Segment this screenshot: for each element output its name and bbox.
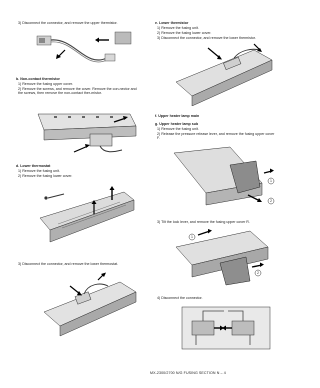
callout-number: 2 bbox=[257, 271, 259, 276]
step-e1: 1) Remove the fusing unit. bbox=[157, 26, 199, 30]
callout-number: 1 bbox=[191, 235, 193, 240]
figure-fusing-upper-cover-r bbox=[170, 227, 278, 289]
figure-non-contact-thermistor bbox=[34, 104, 139, 159]
step-g1: 1) Remove the fusing unit. bbox=[157, 127, 199, 131]
step-e3: 3) Disconnect the connector, and remove the lower thermistor. bbox=[157, 36, 256, 40]
step-g3: 3) Tilt the lock lever, and remove the fusing upper cover R. bbox=[157, 220, 250, 224]
step-g4: 4) Disconnect the connector. bbox=[157, 296, 203, 300]
step-d1: 1) Remove the fusing unit. bbox=[18, 169, 60, 173]
step-d3: 3) Disconnect the connector, and remove the lower thermostat. bbox=[18, 262, 119, 266]
section-upper-heater-lamp-sub: g. Upper heater lamp sub bbox=[155, 122, 199, 126]
step-disconnect-upper-thermistor: 3) Disconnect the connector, and remove the upper thermistor. bbox=[18, 21, 118, 25]
figure-fusing-lower-cover bbox=[34, 184, 139, 250]
step-g2: 2) Release the pressure release lever, and remove the fusing upper cover F. bbox=[157, 132, 275, 141]
step-e2: 2) Remove the fusing lower cover. bbox=[157, 31, 212, 35]
section-upper-heater-lamp-main: f. Upper heater lamp main bbox=[155, 114, 200, 118]
step-b2: 2) Remove the screws, and remove the cover. Remove the con-nector and the screws, then remove the non-contact ther-mistor. bbox=[18, 87, 137, 96]
step-d2: 2) Remove the fusing lower cover. bbox=[18, 174, 73, 178]
page-footer: MX-2300/2700 N/G FUSING SECTION N – 4 bbox=[150, 371, 226, 375]
section-lower-thermostat: d. Lower thermostat bbox=[16, 164, 51, 168]
figure-lower-thermostat bbox=[40, 272, 140, 338]
figure-fusing-upper-cover-f bbox=[170, 143, 278, 215]
figure-disconnect-connector bbox=[176, 303, 276, 353]
section-lower-thermistor: e. Lower thermistor bbox=[155, 21, 189, 25]
section-non-contact-thermistor: b. Non-contact thermistor bbox=[16, 77, 60, 81]
step-b1: 1) Remove the fusing upper cover. bbox=[18, 82, 73, 86]
callout-number: 1 bbox=[270, 179, 272, 184]
figure-upper-thermistor bbox=[35, 28, 135, 72]
callout-number: 2 bbox=[270, 199, 272, 204]
figure-lower-thermistor bbox=[170, 42, 278, 106]
